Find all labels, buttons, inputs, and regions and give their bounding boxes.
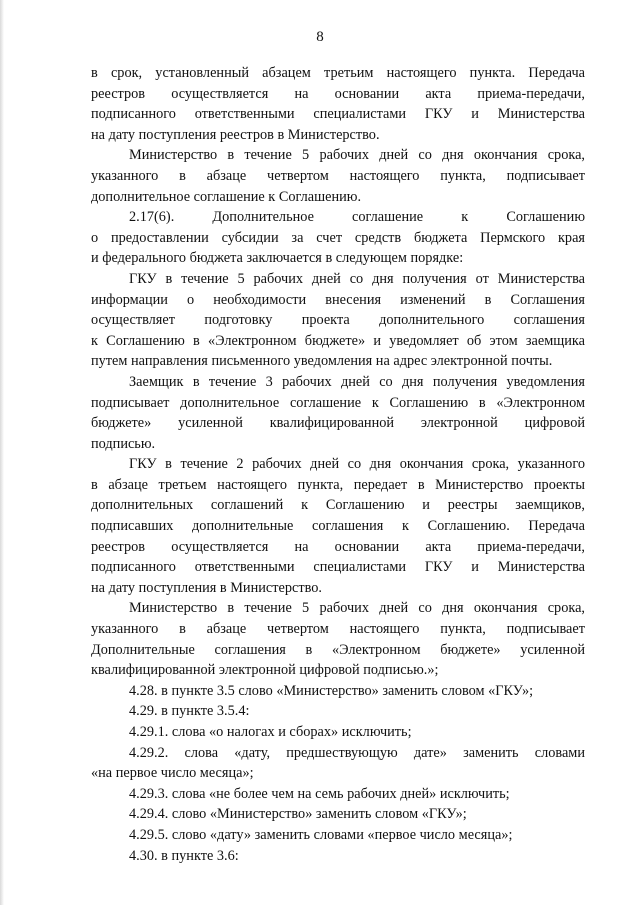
paragraph-line: на дату поступления в Министерство.: [91, 579, 322, 596]
paragraph-line: Дополнительные соглашения в «Электронном бюджете» усиленной: [91, 641, 585, 658]
paragraph: [91, 207, 585, 269]
paragraph-line: дополнительное соглашение к Соглашению.: [91, 188, 362, 205]
paragraph: [91, 681, 585, 702]
paragraph-line: 4.29.1. слова «о налогах и сборах» исключить;: [129, 724, 412, 740]
paragraph-line: 4.28. в пункте 3.5 слово «Министерство» заменить словом «ГКУ»;: [129, 682, 534, 699]
paragraph-line: 4.30. в пункте 3.6:: [129, 847, 239, 864]
paragraph: [91, 743, 585, 784]
paragraph-line: Заемщик в течение 3 рабочих дней со дня получения уведомления: [129, 373, 585, 390]
paragraph-line: подписывает дополнительное соглашение к Соглашению в «Электронном: [91, 394, 585, 411]
paragraph-line: осуществляет подготовку проекта дополнительного соглашения: [91, 312, 585, 329]
paragraph-line: Министерство в течение 5 рабочих дней со дня окончания срока,: [129, 147, 585, 164]
paragraph-line: 4.29.5. слово «дату» заменить словами «первое число месяца»;: [129, 826, 513, 843]
paragraph-line: о предоставлении субсидии за счет средств бюджета Пермского края: [91, 229, 585, 246]
paragraph-line: подписавших дополнительные соглашения к Соглашению. Передача: [91, 518, 585, 535]
paragraph-line: «на первое число месяца»;: [91, 765, 254, 782]
document-body: [91, 63, 585, 866]
paragraph-line: Министерство в течение 5 рабочих дней со дня окончания срока,: [129, 600, 585, 617]
paragraph-line: в абзаце третьем настоящего пункта, передает в Министерство проекты: [91, 476, 585, 493]
paragraph-line: 4.29.4. слово «Министерство» заменить словом «ГКУ»;: [129, 806, 467, 823]
paragraph: [91, 598, 585, 680]
paragraph-line: на дату поступления реестров в Министерство.: [91, 126, 380, 143]
paragraph-line: 4.29.3. слова «не более чем на семь рабочих дней» исключить;: [129, 785, 510, 802]
paragraph-line: дополнительных соглашений к Соглашению и реестры заемщиков,: [91, 497, 585, 514]
paragraph-line: подписанного ответственными специалистами ГКУ и Министерства: [91, 106, 585, 123]
paragraph-line: 4.29. в пункте 3.5.4:: [129, 703, 250, 720]
paragraph: [91, 63, 585, 145]
paragraph-line: и федерального бюджета заключается в следующем порядке:: [91, 250, 464, 267]
paragraph: [91, 145, 585, 207]
paragraph: [91, 846, 585, 867]
paragraph-line: подписью.: [91, 435, 156, 452]
paragraph-line: путем направления письменного уведомления на адрес электронной почты.: [91, 353, 553, 370]
paragraph-line: ГКУ в течение 2 рабочих дней со дня окончания срока, указанного: [129, 456, 585, 473]
paragraph-line: бюджете» усиленной квалифицированной электронной цифровой: [91, 415, 585, 432]
paragraph: [91, 269, 585, 372]
paragraph: [91, 701, 585, 722]
paragraph: [91, 372, 585, 454]
paragraph: [91, 804, 585, 825]
paragraph: [91, 722, 585, 743]
page-number: 8: [316, 29, 324, 45]
paragraph-line: подписанного ответственными специалистами ГКУ и Министерства: [91, 559, 585, 576]
scan-edge-shadow: [0, 0, 4, 905]
paragraph-line: в срок, установленный абзацем третьим настоящего пункта. Передача: [91, 65, 585, 81]
paragraph-line: квалифицированной электронной цифровой подписью.»;: [91, 662, 439, 679]
paragraph-line: ГКУ в течение 5 рабочих дней со дня получения от Министерства: [129, 270, 585, 287]
paragraph-line: 2.17(6). Дополнительное соглашение к Соглашению: [129, 209, 585, 226]
paragraph-line: указанного в абзаце четвертом настоящего пункта, подписывает: [91, 167, 585, 184]
paragraph-line: к Соглашению в «Электронном бюджете» и уведомляет об этом заемщика: [91, 332, 585, 349]
paragraph: [91, 825, 585, 846]
paragraph: [91, 784, 585, 805]
paragraph-line: реестров осуществляется на основании акта приема-передачи,: [91, 85, 585, 102]
paragraph: [91, 454, 585, 598]
paragraph-line: реестров осуществляется на основании акта приема-передачи,: [91, 538, 585, 555]
paragraph-line: указанного в абзаце четвертом настоящего пункта, подписывает: [91, 621, 585, 638]
paragraph-line: информации о необходимости внесения изменений в Соглашения: [91, 291, 585, 308]
paragraph-line: 4.29.2. слова «дату, предшествующую дате» заменить словами: [129, 744, 585, 761]
